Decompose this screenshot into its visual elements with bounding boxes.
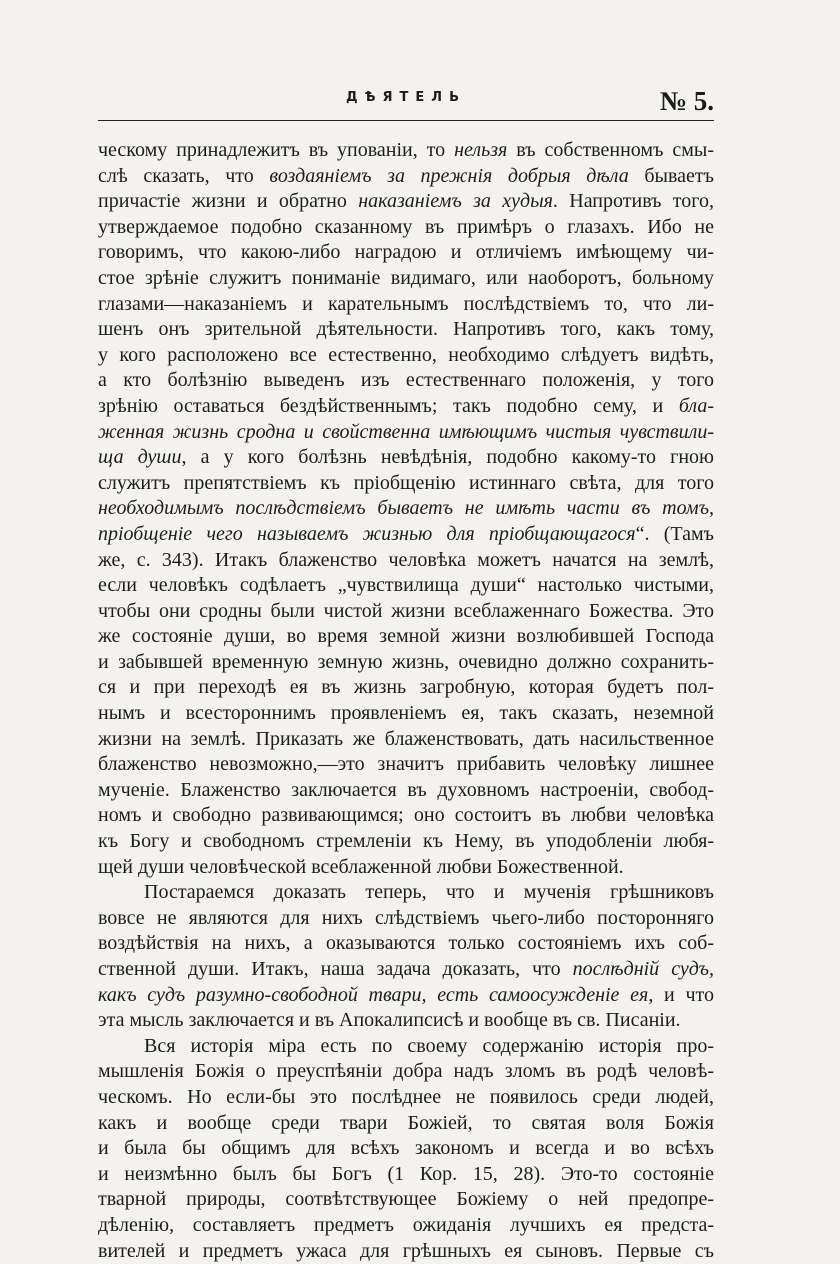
text-line: и забывшей временную земную жизнь, очевидно должно сохранить- — [98, 650, 714, 673]
text-line: слѣ сказать, что воздаяніемъ за прежнія добрыя дѣла бываетъ — [98, 164, 714, 187]
text-line: если человѣкъ содѣлаетъ „чувствилища души“ настолько чистыми, — [98, 574, 714, 597]
text-line: щей души человѣческой всеблаженной любви Божественной. — [98, 855, 624, 878]
italic-phrase: ща души — [98, 446, 182, 469]
text-line: же состояніе души, во время земной жизни возлюбившей Господа — [98, 625, 714, 648]
italic-phrase: нельзя — [454, 139, 508, 161]
text-line: ственной души. Итакъ, наша задача доказать, что послѣдній судъ, — [98, 958, 714, 980]
page-body-text — [98, 138, 714, 1264]
text-line: вовсе не являются для нихъ слѣдствіемъ чьего-либо посторонняго — [98, 906, 714, 929]
italic-phrase: наказаніемъ за худыя — [358, 190, 553, 213]
text-line: жизни на землѣ. Приказать же блаженствовать, дать насильственное — [98, 727, 714, 750]
page-header — [98, 86, 714, 121]
text-line: номъ и свободно развивающимся; оно состоитъ въ любви человѣка — [98, 804, 714, 827]
text-line: какъ судъ разумно-свободной твари, есть самоосужденіе ея, и что — [98, 983, 714, 1006]
text-line — [98, 420, 714, 446]
text-line: ща души, а у кого болѣзнь невѣдѣнія, подобно какому-то гною — [98, 446, 714, 469]
text-line: а кто болѣзнію выведенъ изъ естественнаго положенія, у того — [98, 369, 714, 392]
text-line: шенъ онъ зрительной дѣятельности. Напротивъ того, какъ тому, — [98, 318, 714, 341]
text-line: ческому принадлежитъ въ упованіи, то нельзя въ собственномъ смы- — [98, 139, 714, 161]
text-line: служитъ препятствіемъ къ пріобщенію истиннаго свѣта, для того — [98, 471, 714, 494]
text-line: говоримъ, что какою-либо наградою и отличіемъ имѣющему чи- — [98, 241, 714, 264]
text-line: мышленія Божія о преуспѣяніи добра надъ зломъ въ родѣ человѣ- — [98, 1060, 714, 1083]
italic-phrase: необходимымъ послѣдствіемъ бываетъ не имѣть части въ томъ, — [98, 497, 714, 520]
text-line: пріобщеніе чего называемъ жизнью для пріобщающагося“. (Тамъ — [98, 522, 714, 545]
text-line: блаженство невозможно,—это значитъ прибавить человѣку лишнее — [98, 753, 714, 776]
text-line: и была бы общимъ для всѣхъ закономъ и всегда и во всѣхъ — [98, 1137, 714, 1160]
text-line: причастіе жизни и обратно наказаніемъ за худыя. Напротивъ того, — [98, 190, 714, 213]
text-line: нымъ и всестороннимъ проявленіемъ ея, такъ сказать, неземной — [98, 702, 714, 725]
text-line: Вся исторія міра есть по своему содержанію исторія про- — [144, 1034, 714, 1057]
text-line: ческомъ. Но если-бы это послѣднее не появилось среди людей, — [98, 1085, 714, 1108]
text-line: какъ и вообще среди твари Божіей, то святая воля Божія — [98, 1111, 714, 1134]
text-line: къ Богу и свободномъ стремленіи къ Нему, въ уподобленіи любя- — [98, 830, 714, 853]
text-line: же, с. 343). Итакъ блаженство человѣка можетъ начатся на землѣ, — [98, 548, 714, 571]
text-line: тварной природы, соотвѣтствующее Божіему о ней предопре- — [98, 1188, 714, 1211]
text-line: глазами—наказаніемъ и карательнымъ послѣдствіемъ то, что ли- — [98, 292, 714, 315]
italic-phrase: воздаяніемъ за прежнія добрыя дѣла — [269, 164, 629, 187]
text-line: стое зрѣніе служитъ пониманіе видимаго, или наоборотъ, больному — [98, 266, 714, 289]
running-title: ДѢЯТЕЛЬ — [346, 90, 466, 105]
italic-phrase: бла- — [678, 394, 714, 417]
text-line: ся и при переходѣ ея въ жизнь загробную, которая будетъ пол- — [98, 676, 714, 699]
text-line: Постараемся доказать теперь, что и мученія грѣшниковъ — [144, 881, 714, 904]
text-line: и неизмѣнно былъ бы Богъ (1 Кор. 15, 28). Это-то состояніе — [98, 1162, 714, 1185]
text-line: мученіе. Блаженство заключается въ духовномъ настроеніи, свобод- — [98, 778, 714, 801]
text-line: утверждаемое подобно сказанному въ примѣръ о глазахъ. Ибо не — [98, 215, 714, 238]
italic-phrase: женная жизнь сродна и свойственна имѣющимъ чистыя чувствили- — [98, 420, 714, 443]
text-line: у кого расположено все естественно, необходимо слѣдуетъ видѣть, — [98, 343, 714, 366]
text-line: чтобы они сродны были чистой жизни всеблаженнаго Божества. Это — [98, 599, 714, 622]
text-line — [98, 496, 714, 522]
text-line: дѣленію, составляетъ предметъ ожиданія лучшихъ ея предста- — [98, 1213, 714, 1236]
text-line: воздѣйствія на нихъ, а оказываются только состояніемъ ихъ соб- — [98, 932, 714, 955]
italic-phrase: какъ судъ разумно-свободной твари, есть самоосужденіе ея — [98, 983, 649, 1006]
text-line: эта мысль заключается и въ Апокалипсисѣ и вообще въ св. Писаніи. — [98, 1009, 681, 1032]
text-line: зрѣнію оставаться бездѣйственнымъ; такъ подобно сему, и бла- — [98, 394, 714, 417]
text-line: вителей и предметъ ужаса для грѣшныхъ ея сыновъ. Первые съ — [98, 1239, 714, 1262]
italic-phrase: пріобщеніе чего называемъ жизнью для пріобщающагося — [98, 522, 636, 545]
italic-phrase: послѣдній судъ, — [572, 958, 714, 980]
issue-number: № 5. — [659, 86, 714, 116]
